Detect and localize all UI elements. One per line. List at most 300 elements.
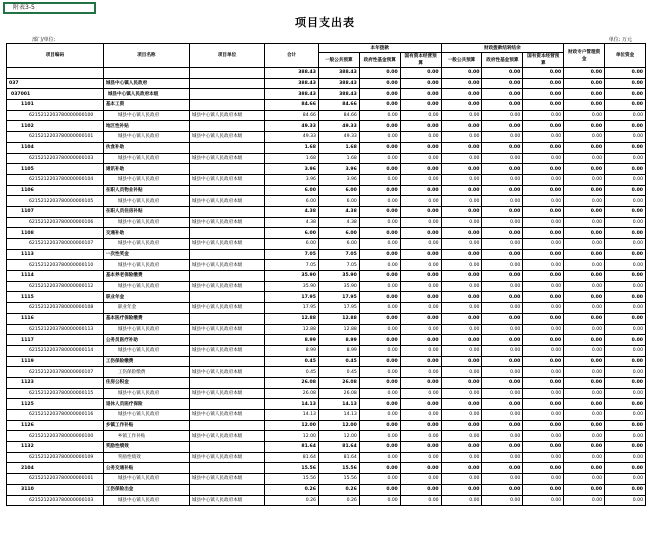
cell-name[interactable]: 通讯补助	[103, 164, 189, 175]
cell-value[interactable]: 0.00	[441, 78, 482, 89]
cell-value[interactable]: 0.00	[564, 132, 605, 143]
cell-unit[interactable]	[189, 442, 264, 453]
cell-value[interactable]: 388.43	[318, 89, 359, 100]
cell-value[interactable]: 0.00	[359, 100, 400, 111]
cell-value[interactable]: 0.00	[523, 335, 564, 346]
cell-code[interactable]: 6215212203780000000100	[7, 110, 104, 121]
cell-value[interactable]: 0.00	[605, 132, 646, 143]
cell-value[interactable]: 6.00	[265, 239, 319, 250]
cell-value[interactable]: 0.00	[441, 356, 482, 367]
cell-value[interactable]: 15.56	[318, 463, 359, 474]
cell-value[interactable]: 0.00	[359, 228, 400, 239]
cell-unit[interactable]: 城县中心镇人民政府本级	[189, 239, 264, 250]
cell-value[interactable]: 0.00	[605, 495, 646, 506]
cell-value[interactable]: 0.00	[441, 121, 482, 132]
cell-value[interactable]: 84.66	[318, 100, 359, 111]
cell-value[interactable]: 388.43	[265, 78, 319, 89]
cell-name[interactable]: 城县中心镇人民政府本级	[103, 89, 189, 100]
cell-value[interactable]: 0.00	[564, 367, 605, 378]
cell-unit[interactable]: 城县中心镇人民政府本级	[189, 452, 264, 463]
cell-value[interactable]: 0.00	[441, 388, 482, 399]
cell-value[interactable]: 0.00	[564, 377, 605, 388]
cell-value[interactable]: 0.00	[605, 153, 646, 164]
cell-unit[interactable]: 城县中心镇人民政府本级	[189, 324, 264, 335]
cell-unit[interactable]	[189, 377, 264, 388]
cell-name[interactable]: 公务交通补贴	[103, 463, 189, 474]
cell-value[interactable]: 0.00	[564, 153, 605, 164]
cell-value[interactable]: 49.33	[318, 132, 359, 143]
cell-value[interactable]: 0.00	[482, 110, 523, 121]
cell-value[interactable]: 0.00	[400, 132, 441, 143]
cell-name[interactable]: 乡镇工作补贴	[103, 431, 189, 442]
cell-value[interactable]: 0.00	[400, 367, 441, 378]
cell-name[interactable]: 退休人员医疗保险	[103, 399, 189, 410]
cell-value[interactable]: 0.00	[523, 452, 564, 463]
cell-value[interactable]: 35.90	[265, 281, 319, 292]
cell-code[interactable]: 6215212203780000000101	[7, 474, 104, 485]
cell-value[interactable]: 0.00	[359, 196, 400, 207]
cell-value[interactable]: 0.00	[605, 281, 646, 292]
cell-name[interactable]: 城县中心镇人民政府	[103, 110, 189, 121]
cell-value[interactable]: 84.66	[265, 100, 319, 111]
cell-value[interactable]: 0.00	[605, 431, 646, 442]
cell-value[interactable]: 0.00	[605, 249, 646, 260]
cell-value[interactable]: 0.00	[400, 206, 441, 217]
cell-value[interactable]: 0.00	[564, 164, 605, 175]
cell-value[interactable]: 0.00	[359, 89, 400, 100]
cell-value[interactable]: 0.00	[523, 292, 564, 303]
cell-value[interactable]: 0.00	[400, 110, 441, 121]
cell-unit[interactable]: 城县中心镇人民政府本级	[189, 110, 264, 121]
cell-value[interactable]: 0.00	[482, 174, 523, 185]
cell-value[interactable]: 0.00	[564, 474, 605, 485]
cell-value[interactable]: 0.26	[265, 495, 319, 506]
cell-value[interactable]: 12.88	[265, 313, 319, 324]
cell-value[interactable]: 0.00	[605, 367, 646, 378]
cell-value[interactable]: 8.99	[265, 335, 319, 346]
cell-value[interactable]: 0.00	[400, 78, 441, 89]
cell-value[interactable]: 0.00	[359, 68, 400, 79]
cell-value[interactable]: 0.00	[482, 68, 523, 79]
cell-value[interactable]: 3.96	[318, 174, 359, 185]
cell-value[interactable]: 3.96	[265, 164, 319, 175]
cell-value[interactable]: 0.00	[482, 142, 523, 153]
cell-value[interactable]: 49.33	[318, 121, 359, 132]
cell-unit[interactable]	[189, 100, 264, 111]
cell-value[interactable]: 0.00	[400, 474, 441, 485]
cell-value[interactable]: 0.00	[605, 217, 646, 228]
cell-value[interactable]: 0.00	[359, 174, 400, 185]
cell-value[interactable]: 8.99	[318, 335, 359, 346]
cell-value[interactable]: 0.00	[482, 335, 523, 346]
cell-value[interactable]: 0.00	[359, 442, 400, 453]
cell-value[interactable]: 0.00	[482, 474, 523, 485]
cell-name[interactable]: 工伤保险缴费	[103, 367, 189, 378]
cell-value[interactable]: 0.00	[441, 174, 482, 185]
cell-code[interactable]: 1116	[7, 313, 104, 324]
cell-value[interactable]: 0.00	[482, 345, 523, 356]
cell-unit[interactable]: 城县中心镇人民政府本级	[189, 367, 264, 378]
cell-value[interactable]: 1.68	[265, 142, 319, 153]
cell-value[interactable]: 0.00	[523, 121, 564, 132]
cell-value[interactable]: 1.68	[318, 153, 359, 164]
cell-unit[interactable]	[189, 420, 264, 431]
cell-value[interactable]: 0.00	[359, 452, 400, 463]
cell-value[interactable]: 0.00	[441, 142, 482, 153]
cell-value[interactable]: 49.33	[265, 132, 319, 143]
cell-value[interactable]: 0.00	[482, 484, 523, 495]
cell-value[interactable]: 0.00	[523, 217, 564, 228]
cell-unit[interactable]: 城县中心镇人民政府本级	[189, 281, 264, 292]
cell-code[interactable]	[7, 68, 104, 79]
cell-value[interactable]: 0.00	[482, 324, 523, 335]
cell-value[interactable]: 0.00	[564, 185, 605, 196]
cell-value[interactable]: 0.00	[441, 313, 482, 324]
cell-code[interactable]: 6215212203780000000106	[7, 217, 104, 228]
cell-value[interactable]: 0.00	[482, 121, 523, 132]
cell-value[interactable]: 0.00	[441, 260, 482, 271]
cell-value[interactable]: 0.00	[400, 410, 441, 421]
cell-value[interactable]: 0.00	[605, 345, 646, 356]
cell-value[interactable]: 0.00	[482, 217, 523, 228]
cell-value[interactable]: 0.00	[564, 281, 605, 292]
cell-value[interactable]: 0.00	[564, 324, 605, 335]
cell-value[interactable]: 84.66	[318, 110, 359, 121]
cell-value[interactable]: 0.00	[400, 495, 441, 506]
cell-value[interactable]: 0.00	[359, 78, 400, 89]
cell-value[interactable]: 0.00	[482, 228, 523, 239]
cell-code[interactable]: 6215212203780000000109	[7, 452, 104, 463]
cell-code[interactable]: 6215212203780000000115	[7, 388, 104, 399]
cell-value[interactable]: 0.00	[441, 495, 482, 506]
cell-value[interactable]: 0.00	[523, 153, 564, 164]
cell-name[interactable]: 城县中心镇人民政府	[103, 495, 189, 506]
cell-name[interactable]: 住房公积金	[103, 377, 189, 388]
cell-value[interactable]: 0.00	[605, 68, 646, 79]
cell-value[interactable]: 0.00	[482, 260, 523, 271]
cell-unit[interactable]	[189, 399, 264, 410]
cell-value[interactable]: 49.33	[265, 121, 319, 132]
cell-name[interactable]: 伙食补助	[103, 142, 189, 153]
cell-unit[interactable]	[189, 292, 264, 303]
cell-value[interactable]: 26.08	[318, 388, 359, 399]
cell-unit[interactable]: 城县中心镇人民政府本级	[189, 196, 264, 207]
cell-value[interactable]: 0.00	[564, 388, 605, 399]
cell-value[interactable]: 14.13	[265, 410, 319, 421]
cell-value[interactable]: 0.00	[400, 153, 441, 164]
cell-value[interactable]: 0.00	[523, 377, 564, 388]
cell-value[interactable]: 7.05	[265, 260, 319, 271]
cell-value[interactable]: 0.00	[359, 185, 400, 196]
cell-value[interactable]: 0.00	[605, 463, 646, 474]
cell-name[interactable]: 基本工资	[103, 100, 189, 111]
cell-value[interactable]: 0.00	[605, 452, 646, 463]
cell-value[interactable]: 0.00	[400, 292, 441, 303]
cell-value[interactable]: 0.00	[523, 206, 564, 217]
cell-value[interactable]: 6.00	[265, 228, 319, 239]
cell-value[interactable]: 0.00	[400, 68, 441, 79]
cell-value[interactable]: 0.00	[441, 367, 482, 378]
cell-unit[interactable]: 城县中心镇人民政府本级	[189, 153, 264, 164]
cell-value[interactable]: 0.00	[359, 239, 400, 250]
cell-name[interactable]: 地区性补贴	[103, 121, 189, 132]
cell-value[interactable]: 35.90	[265, 271, 319, 282]
cell-value[interactable]: 81.64	[318, 452, 359, 463]
cell-value[interactable]: 0.00	[523, 228, 564, 239]
cell-value[interactable]: 0.00	[564, 345, 605, 356]
cell-value[interactable]: 0.00	[564, 78, 605, 89]
cell-value[interactable]: 0.00	[482, 100, 523, 111]
cell-value[interactable]: 0.00	[400, 249, 441, 260]
cell-code[interactable]: 037001	[7, 89, 104, 100]
cell-value[interactable]: 0.00	[523, 89, 564, 100]
cell-value[interactable]: 0.00	[441, 324, 482, 335]
cell-value[interactable]: 0.00	[564, 399, 605, 410]
cell-code[interactable]: 1114	[7, 271, 104, 282]
cell-value[interactable]: 0.00	[523, 474, 564, 485]
cell-code[interactable]: 1113	[7, 249, 104, 260]
cell-unit[interactable]	[189, 142, 264, 153]
cell-value[interactable]: 0.00	[482, 132, 523, 143]
cell-value[interactable]: 0.00	[482, 249, 523, 260]
cell-value[interactable]: 0.00	[482, 206, 523, 217]
cell-code[interactable]: 6215212203780000000114	[7, 345, 104, 356]
cell-value[interactable]: 0.00	[605, 110, 646, 121]
cell-value[interactable]: 0.00	[400, 420, 441, 431]
cell-value[interactable]: 0.00	[400, 239, 441, 250]
cell-value[interactable]: 0.00	[400, 271, 441, 282]
cell-name[interactable]: 职业年金	[103, 303, 189, 314]
cell-value[interactable]: 0.00	[482, 442, 523, 453]
cell-value[interactable]: 0.00	[359, 110, 400, 121]
cell-value[interactable]: 6.00	[318, 185, 359, 196]
cell-value[interactable]: 0.00	[441, 431, 482, 442]
cell-unit[interactable]: 城县中心镇人民政府本级	[189, 388, 264, 399]
cell-value[interactable]: 0.00	[564, 303, 605, 314]
cell-value[interactable]: 0.00	[564, 292, 605, 303]
cell-name[interactable]: 城县中心镇人民政府	[103, 260, 189, 271]
cell-value[interactable]: 0.00	[605, 89, 646, 100]
cell-name[interactable]: 城县中心镇人民政府	[103, 78, 189, 89]
cell-value[interactable]: 0.00	[564, 313, 605, 324]
cell-value[interactable]: 0.00	[605, 260, 646, 271]
cell-value[interactable]: 0.00	[564, 142, 605, 153]
cell-code[interactable]: 6215212203780000000104	[7, 174, 104, 185]
cell-value[interactable]: 0.00	[564, 68, 605, 79]
cell-unit[interactable]: 城县中心镇人民政府本级	[189, 174, 264, 185]
cell-value[interactable]: 0.00	[359, 495, 400, 506]
cell-value[interactable]: 0.00	[605, 206, 646, 217]
cell-value[interactable]: 1.68	[265, 153, 319, 164]
cell-name[interactable]	[103, 68, 189, 79]
cell-value[interactable]: 0.00	[359, 260, 400, 271]
cell-value[interactable]: 0.00	[482, 452, 523, 463]
cell-value[interactable]: 0.00	[359, 206, 400, 217]
cell-value[interactable]: 0.00	[359, 249, 400, 260]
cell-unit[interactable]	[189, 271, 264, 282]
cell-code[interactable]: 6215212203780000000113	[7, 324, 104, 335]
cell-value[interactable]: 0.00	[564, 121, 605, 132]
cell-value[interactable]: 84.66	[265, 110, 319, 121]
cell-value[interactable]: 0.00	[359, 356, 400, 367]
cell-value[interactable]: 0.00	[482, 495, 523, 506]
cell-value[interactable]: 0.00	[441, 335, 482, 346]
cell-value[interactable]: 0.00	[359, 132, 400, 143]
cell-value[interactable]: 0.00	[523, 249, 564, 260]
cell-value[interactable]: 0.00	[400, 388, 441, 399]
cell-value[interactable]: 0.00	[441, 228, 482, 239]
cell-value[interactable]: 0.00	[400, 164, 441, 175]
cell-value[interactable]: 17.95	[318, 303, 359, 314]
cell-value[interactable]: 12.00	[265, 420, 319, 431]
cell-value[interactable]: 0.00	[523, 78, 564, 89]
cell-value[interactable]: 0.00	[441, 100, 482, 111]
cell-unit[interactable]	[189, 335, 264, 346]
cell-value[interactable]: 0.00	[482, 271, 523, 282]
cell-value[interactable]: 0.00	[523, 399, 564, 410]
cell-value[interactable]: 0.45	[318, 356, 359, 367]
cell-value[interactable]: 0.00	[605, 335, 646, 346]
cell-value[interactable]: 0.00	[523, 185, 564, 196]
cell-value[interactable]: 0.00	[359, 399, 400, 410]
cell-value[interactable]: 0.00	[359, 377, 400, 388]
cell-value[interactable]: 0.00	[359, 367, 400, 378]
cell-value[interactable]: 14.13	[318, 399, 359, 410]
cell-value[interactable]: 0.00	[564, 217, 605, 228]
cell-name[interactable]: 职业年金	[103, 292, 189, 303]
cell-value[interactable]: 7.05	[318, 249, 359, 260]
cell-value[interactable]: 0.00	[482, 356, 523, 367]
cell-value[interactable]: 15.56	[265, 474, 319, 485]
cell-value[interactable]: 0.00	[605, 474, 646, 485]
cell-code[interactable]: 1117	[7, 335, 104, 346]
cell-name[interactable]: 在职人员物业补贴	[103, 185, 189, 196]
cell-value[interactable]: 0.00	[482, 185, 523, 196]
cell-unit[interactable]	[189, 164, 264, 175]
cell-value[interactable]: 0.00	[564, 495, 605, 506]
cell-value[interactable]: 0.00	[564, 271, 605, 282]
cell-value[interactable]: 0.00	[605, 324, 646, 335]
cell-value[interactable]: 0.00	[400, 463, 441, 474]
cell-code[interactable]: 1106	[7, 185, 104, 196]
cell-unit[interactable]: 城县中心镇人民政府本级	[189, 410, 264, 421]
cell-value[interactable]: 0.00	[400, 121, 441, 132]
cell-value[interactable]: 0.26	[318, 484, 359, 495]
cell-name[interactable]: 城县中心镇人民政府	[103, 196, 189, 207]
cell-value[interactable]: 0.00	[400, 399, 441, 410]
cell-value[interactable]: 0.00	[523, 174, 564, 185]
cell-value[interactable]: 81.64	[318, 442, 359, 453]
cell-value[interactable]: 6.00	[318, 196, 359, 207]
cell-code[interactable]: 1125	[7, 399, 104, 410]
cell-name[interactable]: 城县中心镇人民政府	[103, 153, 189, 164]
cell-value[interactable]: 0.00	[359, 420, 400, 431]
cell-name[interactable]: 乡镇工作补贴	[103, 420, 189, 431]
cell-value[interactable]: 0.00	[359, 431, 400, 442]
cell-name[interactable]: 在职人员住房补贴	[103, 206, 189, 217]
cell-value[interactable]: 388.43	[318, 78, 359, 89]
cell-value[interactable]: 0.00	[400, 217, 441, 228]
cell-value[interactable]: 0.00	[564, 484, 605, 495]
cell-unit[interactable]	[189, 356, 264, 367]
cell-value[interactable]: 0.26	[318, 495, 359, 506]
cell-value[interactable]: 0.00	[359, 463, 400, 474]
cell-value[interactable]: 0.00	[605, 388, 646, 399]
cell-value[interactable]: 0.00	[400, 356, 441, 367]
cell-value[interactable]: 0.00	[400, 281, 441, 292]
cell-value[interactable]: 0.00	[605, 142, 646, 153]
cell-value[interactable]: 0.00	[482, 377, 523, 388]
cell-code[interactable]: 6215212203780000000116	[7, 410, 104, 421]
cell-value[interactable]: 0.00	[605, 239, 646, 250]
cell-value[interactable]: 0.00	[441, 153, 482, 164]
cell-value[interactable]: 0.00	[359, 164, 400, 175]
cell-value[interactable]: 0.00	[605, 410, 646, 421]
cell-unit[interactable]: 城县中心镇人民政府本级	[189, 303, 264, 314]
cell-value[interactable]: 0.00	[441, 110, 482, 121]
cell-value[interactable]: 0.00	[441, 249, 482, 260]
cell-value[interactable]: 0.00	[359, 474, 400, 485]
cell-value[interactable]: 4.38	[265, 206, 319, 217]
cell-value[interactable]: 0.00	[400, 442, 441, 453]
cell-value[interactable]: 12.88	[265, 324, 319, 335]
cell-value[interactable]: 0.00	[482, 303, 523, 314]
cell-value[interactable]: 0.00	[564, 410, 605, 421]
cell-value[interactable]: 0.00	[441, 89, 482, 100]
cell-code[interactable]: 3110	[7, 484, 104, 495]
cell-value[interactable]: 0.00	[441, 271, 482, 282]
cell-value[interactable]: 0.00	[564, 431, 605, 442]
cell-value[interactable]: 0.00	[605, 164, 646, 175]
cell-value[interactable]: 4.38	[265, 217, 319, 228]
cell-unit[interactable]	[189, 121, 264, 132]
cell-value[interactable]: 0.00	[482, 463, 523, 474]
cell-code[interactable]: 2104	[7, 463, 104, 474]
cell-unit[interactable]	[189, 313, 264, 324]
cell-value[interactable]: 8.99	[265, 345, 319, 356]
cell-value[interactable]: 0.00	[605, 420, 646, 431]
cell-value[interactable]: 0.00	[441, 377, 482, 388]
cell-value[interactable]: 0.00	[605, 399, 646, 410]
cell-name[interactable]: 工伤保险缴费	[103, 356, 189, 367]
cell-value[interactable]: 0.00	[441, 239, 482, 250]
cell-value[interactable]: 0.00	[359, 335, 400, 346]
cell-value[interactable]: 0.00	[400, 260, 441, 271]
cell-code[interactable]: 1102	[7, 121, 104, 132]
cell-value[interactable]: 0.00	[441, 217, 482, 228]
cell-unit[interactable]	[189, 228, 264, 239]
cell-code[interactable]: 6215212203780000000103	[7, 153, 104, 164]
cell-name[interactable]: 城县中心镇人民政府	[103, 174, 189, 185]
cell-value[interactable]: 12.88	[318, 313, 359, 324]
cell-name[interactable]: 城县中心镇人民政府	[103, 410, 189, 421]
cell-value[interactable]: 1.68	[318, 142, 359, 153]
cell-value[interactable]: 0.00	[359, 388, 400, 399]
cell-value[interactable]: 0.00	[605, 313, 646, 324]
cell-value[interactable]: 4.38	[318, 206, 359, 217]
cell-value[interactable]: 0.00	[359, 410, 400, 421]
cell-value[interactable]: 0.00	[523, 142, 564, 153]
cell-value[interactable]: 0.00	[564, 420, 605, 431]
cell-value[interactable]: 6.00	[318, 228, 359, 239]
cell-code[interactable]: 6215212203780000000108	[7, 303, 104, 314]
cell-name[interactable]: 奖励性绩效	[103, 452, 189, 463]
cell-value[interactable]: 0.00	[564, 452, 605, 463]
cell-unit[interactable]: 城县中心镇人民政府本级	[189, 260, 264, 271]
cell-name[interactable]: 一次性奖金	[103, 249, 189, 260]
cell-value[interactable]: 0.00	[400, 324, 441, 335]
cell-code[interactable]: 1108	[7, 228, 104, 239]
